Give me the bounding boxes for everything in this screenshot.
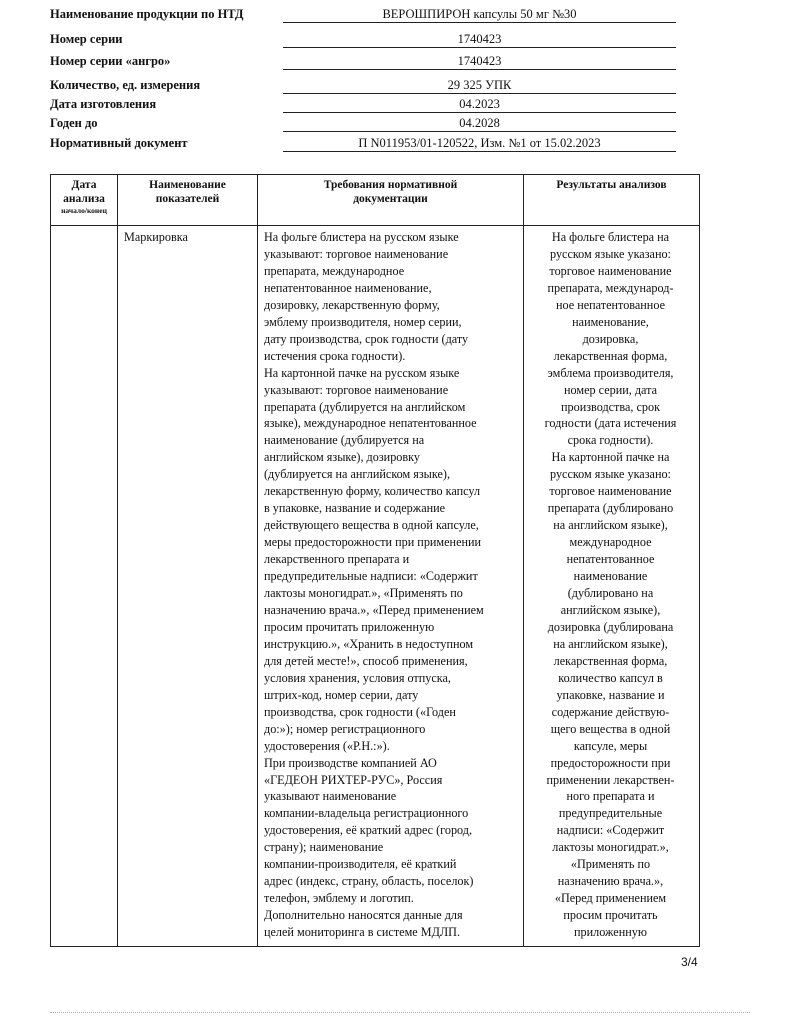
indicator-cell: Маркировка xyxy=(124,230,188,244)
header-label: Годен до xyxy=(50,116,98,130)
header-label: Наименование продукции по НТД xyxy=(50,7,244,21)
header-value: 29 325 УПК xyxy=(447,78,512,92)
header-row-series xyxy=(0,30,791,50)
table-border-left xyxy=(50,174,51,946)
header-row-manufacture-date xyxy=(0,95,791,115)
underline xyxy=(283,69,676,70)
footer-divider xyxy=(50,1012,750,1013)
column-header-requirements: Требования нормативной документации xyxy=(323,179,458,205)
header-value: 1740423 xyxy=(457,32,502,46)
underline xyxy=(283,22,676,23)
header-row-angro-series xyxy=(0,52,791,72)
header-value: 1740423 xyxy=(457,54,502,68)
header-label: Нормативный документ xyxy=(50,136,188,150)
table-border-right xyxy=(699,174,700,946)
underline xyxy=(283,93,676,94)
header-value: 04.2028 xyxy=(459,116,500,130)
requirements-cell: На фольге блистера на русском языке указывают: торговое наименование препарата, международное непатентованное наименование, дозировку, лекарственную форму, эмблему производителя, номер серии, дату производства, срок годности (дату истечения срока годности). На картонной пачке на русском языке указывают: торговое наименование препарата (дублируется на английском языке), международное непатентованное наименование (дублируется на английском языке), дозировку (дублируется на английском языке), лекарственную форму, количество капсул в упаковке, название и содержание действующего вещества в одной капсуле, меры предосторожности при применении лекарственного препарата и предупредительные надписи: «Содержит лактозы моногидрат.», «Применять по назначению врача.», «Перед применением просим прочитать приложенную инструкцию.», «Хранить в недоступном для детей месте!», способ применения, условия хранения, условия отпуска, штрих-код, номер серии, дату производства, срок годности («Годен до:»); номер регистрационного удостоверения («Р.Н.:»). При производстве компанией АО «ГЕДЕОН РИХТЕР-РУС», Россия указывают наименование компании-владельца регистрационного удостоверения, её краткий адрес (город, страну); наименование компании-производителя, её краткий адрес (индекс, страну, область, поселок) телефон, эмблему и логотип. Дополнительно наносятся данные для целей мониторинга в системе МДЛП. xyxy=(264,230,484,940)
table-column-divider xyxy=(117,174,118,946)
underline xyxy=(283,47,676,48)
underline xyxy=(283,131,676,132)
column-header-indicator: Наименование показателей xyxy=(149,179,226,205)
column-header-date-sub: начало/конец xyxy=(61,206,107,215)
header-row-quantity xyxy=(0,76,791,96)
header-label: Номер серии xyxy=(50,32,123,46)
header-row-product xyxy=(0,5,791,25)
header-row-normative-doc xyxy=(0,134,791,154)
table-column-divider xyxy=(257,174,258,946)
table-column-divider xyxy=(523,174,524,946)
table-border-bottom xyxy=(50,946,700,947)
header-value: ВЕРОШПИРОН капсулы 50 мг №30 xyxy=(382,7,577,21)
table-header-divider xyxy=(50,225,700,226)
results-cell: На фольге блистера на русском языке указано: торговое наименование препарата, международ- ное непатентованное наименование, дозировка, лекарственная форма, эмблема производителя, номер серии, дата производства, срок годности (дата истечения срока годности). На картонной пачке на русском языке указано: торговое наименование препарата (дублировано на английском языке), международное непатентованное наименование (дублировано на английском языке), дозировка (дублирована на английском языке), лекарственная форма, количество капсул в упаковке, название и содержание действую- щего вещества в одной капсуле, меры предосторожности при применении лекарствен- ного препарата и предупредительные надписи: «Содержит лактозы моногидрат.», «Применять по назначению врача.», «Перед применением просим прочитать приложенную xyxy=(544,230,677,940)
header-label: Номер серии «ангро» xyxy=(50,54,171,68)
page-number: 3/4 xyxy=(681,955,698,969)
header-value: 04.2023 xyxy=(459,97,500,111)
header-label: Количество, ед. измерения xyxy=(50,78,201,92)
header-value: П N011953/01-120522, Изм. №1 от 15.02.2023 xyxy=(358,136,601,150)
underline xyxy=(283,112,676,113)
table-border-top xyxy=(50,174,700,175)
header-row-expiry xyxy=(0,114,791,134)
column-header-date-label: Дата анализа xyxy=(63,179,105,205)
column-header-results: Результаты анализов xyxy=(556,179,667,191)
column-header-date xyxy=(51,178,117,215)
underline xyxy=(283,151,676,152)
header-label: Дата изготовления xyxy=(50,97,157,111)
